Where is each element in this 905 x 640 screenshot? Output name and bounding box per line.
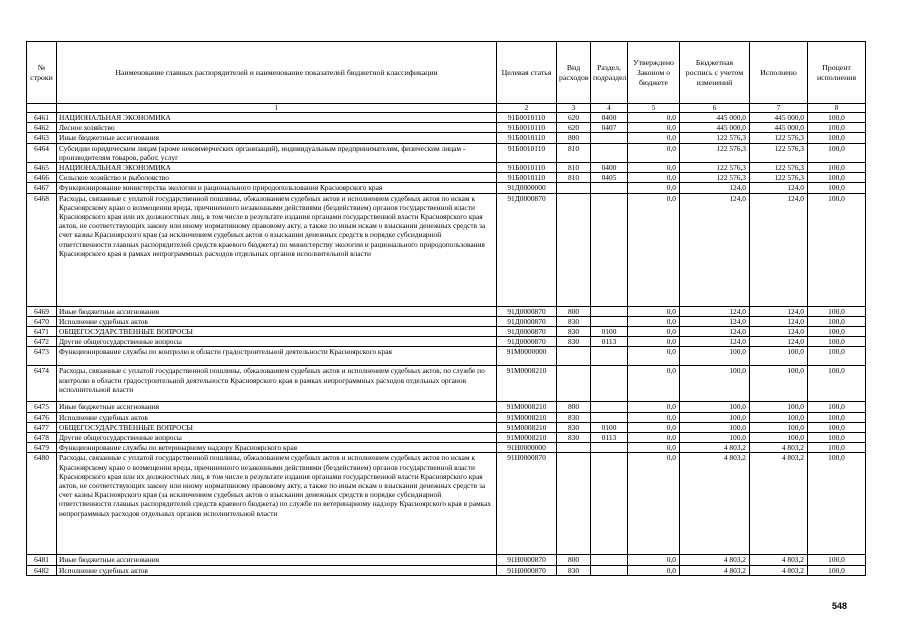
column-number: 2 <box>497 104 557 113</box>
row-budget: 100,0 <box>680 366 750 402</box>
header-approved: Утверждено Законом о бюджете <box>628 42 680 104</box>
row-number: 6482 <box>27 565 57 575</box>
row-target-article: 91М0008210 <box>497 366 557 402</box>
row-expense-kind: 810 <box>557 173 591 183</box>
row-executed: 122 576,3 <box>750 173 808 183</box>
row-name: Исполнение судебных актов <box>57 412 497 422</box>
table-row <box>27 555 866 565</box>
row-approved: 0,0 <box>628 123 680 133</box>
row-approved: 0,0 <box>628 143 680 162</box>
row-number: 6465 <box>27 163 57 173</box>
budget-execution-table <box>26 41 866 576</box>
row-number: 6473 <box>27 347 57 366</box>
row-expense-kind: 810 <box>557 143 591 162</box>
row-name: Иные бюджетные ассигнования <box>57 402 497 412</box>
row-budget: 124,0 <box>680 327 750 337</box>
row-section <box>591 453 628 555</box>
row-budget: 100,0 <box>680 412 750 422</box>
row-executed: 100,0 <box>750 422 808 432</box>
row-number: 6466 <box>27 173 57 183</box>
row-number: 6463 <box>27 133 57 143</box>
row-target-article: 91Д0000000 <box>497 183 557 193</box>
table-row <box>27 433 866 443</box>
table-row <box>27 337 866 347</box>
row-executed: 124,0 <box>750 316 808 326</box>
table-row <box>27 443 866 453</box>
row-section <box>591 412 628 422</box>
header-expense-kind: Вид расходов <box>557 42 591 104</box>
row-approved: 0,0 <box>628 433 680 443</box>
row-number: 6461 <box>27 113 57 123</box>
row-budget: 445 000,0 <box>680 113 750 123</box>
row-target-article: 91М0008210 <box>497 422 557 432</box>
row-percent: 100,0 <box>808 143 866 162</box>
row-section <box>591 443 628 453</box>
header-budget-schedule: Бюджетная роспись с учетом изменений <box>680 42 750 104</box>
column-number: 3 <box>557 104 591 113</box>
row-target-article: 91Б0010110 <box>497 113 557 123</box>
row-percent: 100,0 <box>808 327 866 337</box>
table-row <box>27 163 866 173</box>
row-name: Сельское хозяйство и рыболовство <box>57 173 497 183</box>
row-approved: 0,0 <box>628 306 680 316</box>
header-target-article: Целевая статья <box>497 42 557 104</box>
header-percent: Процент исполнения <box>808 42 866 104</box>
row-percent: 100,0 <box>808 347 866 366</box>
row-expense-kind: 830 <box>557 337 591 347</box>
row-budget: 124,0 <box>680 306 750 316</box>
row-expense-kind: 800 <box>557 402 591 412</box>
row-target-article: 91М0008210 <box>497 433 557 443</box>
table-row <box>27 193 866 306</box>
row-name: ОБЩЕГОСУДАРСТВЕННЫЕ ВОПРОСЫ <box>57 422 497 432</box>
row-name: Иные бюджетные ассигнования <box>57 555 497 565</box>
row-number: 6469 <box>27 306 57 316</box>
row-budget: 122 576,3 <box>680 133 750 143</box>
row-budget: 122 576,3 <box>680 143 750 162</box>
row-number: 6471 <box>27 327 57 337</box>
row-name: Функционирование министерства экологии и рационального природопользования Красноярского края <box>57 183 497 193</box>
row-section <box>591 306 628 316</box>
row-name: Исполнение судебных актов <box>57 316 497 326</box>
row-section <box>591 133 628 143</box>
row-target-article: 91М0008210 <box>497 402 557 412</box>
header-executed: Исполнено <box>750 42 808 104</box>
row-target-article: 91Б0010110 <box>497 133 557 143</box>
budget-report-sheet <box>26 41 866 576</box>
row-budget: 100,0 <box>680 422 750 432</box>
row-expense-kind <box>557 366 591 402</box>
row-percent: 100,0 <box>808 133 866 143</box>
row-number: 6470 <box>27 316 57 326</box>
table-row <box>27 133 866 143</box>
row-executed: 122 576,3 <box>750 163 808 173</box>
row-name: НАЦИОНАЛЬНАЯ ЭКОНОМИКА <box>57 163 497 173</box>
table-row <box>27 565 866 575</box>
row-budget: 122 576,3 <box>680 163 750 173</box>
row-percent: 100,0 <box>808 163 866 173</box>
row-approved: 0,0 <box>628 163 680 173</box>
row-approved: 0,0 <box>628 555 680 565</box>
row-section: 0113 <box>591 433 628 443</box>
row-percent: 100,0 <box>808 402 866 412</box>
row-section: 0400 <box>591 163 628 173</box>
column-number: 7 <box>750 104 808 113</box>
table-body <box>27 113 866 576</box>
row-budget: 124,0 <box>680 193 750 306</box>
table-row <box>27 453 866 555</box>
row-number: 6472 <box>27 337 57 347</box>
row-percent: 100,0 <box>808 306 866 316</box>
row-budget: 4 803,2 <box>680 443 750 453</box>
row-percent: 100,0 <box>808 555 866 565</box>
row-executed: 445 000,0 <box>750 123 808 133</box>
row-target-article: 91Н0000870 <box>497 565 557 575</box>
row-target-article: 91М0008210 <box>497 412 557 422</box>
row-target-article: 91Д0000870 <box>497 306 557 316</box>
row-budget: 122 576,3 <box>680 173 750 183</box>
row-section: 0100 <box>591 327 628 337</box>
row-name: Субсидии юридическим лицам (кроме некоммерческих организаций), индивидуальным предпринимателям, физическим лицам - производителям товаров, работ, услуг <box>57 143 497 162</box>
row-budget: 124,0 <box>680 316 750 326</box>
row-target-article: 91Б0010110 <box>497 123 557 133</box>
row-section: 0113 <box>591 337 628 347</box>
row-executed: 122 576,3 <box>750 133 808 143</box>
row-budget: 100,0 <box>680 347 750 366</box>
row-name: Функционирование службы по контролю в области градостроительной деятельности Красноярского края <box>57 347 497 366</box>
row-approved: 0,0 <box>628 193 680 306</box>
row-section: 0100 <box>591 422 628 432</box>
row-budget: 4 803,2 <box>680 565 750 575</box>
row-name: Расходы, связанные с уплатой государственной пошлины, обжалованием судебных актов и исполнением судебных актов, по службе по контролю в области градостроительной деятельности Красноярского края в рамках непрограммных расходов отдельных органов исполнительной власти <box>57 366 497 402</box>
row-approved: 0,0 <box>628 173 680 183</box>
row-target-article: 91Б0010110 <box>497 163 557 173</box>
row-percent: 100,0 <box>808 183 866 193</box>
row-expense-kind <box>557 347 591 366</box>
row-number: 6481 <box>27 555 57 565</box>
row-budget: 4 803,2 <box>680 555 750 565</box>
column-number: 1 <box>57 104 497 113</box>
row-executed: 4 803,2 <box>750 443 808 453</box>
column-number: 8 <box>808 104 866 113</box>
row-expense-kind <box>557 453 591 555</box>
row-expense-kind: 830 <box>557 422 591 432</box>
row-name: Другие общегосударственные вопросы <box>57 433 497 443</box>
table-row <box>27 306 866 316</box>
row-name: Другие общегосударственные вопросы <box>57 337 497 347</box>
row-expense-kind: 800 <box>557 133 591 143</box>
row-expense-kind: 830 <box>557 327 591 337</box>
table-row <box>27 123 866 133</box>
row-number: 6468 <box>27 193 57 306</box>
row-expense-kind: 830 <box>557 412 591 422</box>
row-number: 6474 <box>27 366 57 402</box>
row-approved: 0,0 <box>628 347 680 366</box>
row-target-article: 91Д0000870 <box>497 193 557 306</box>
row-number: 6467 <box>27 183 57 193</box>
row-executed: 124,0 <box>750 327 808 337</box>
row-approved: 0,0 <box>628 412 680 422</box>
row-executed: 4 803,2 <box>750 555 808 565</box>
row-name: Иные бюджетные ассигнования <box>57 306 497 316</box>
row-budget: 4 803,2 <box>680 453 750 555</box>
row-expense-kind: 620 <box>557 113 591 123</box>
row-section <box>591 347 628 366</box>
row-section: 0405 <box>591 173 628 183</box>
row-executed: 100,0 <box>750 433 808 443</box>
row-target-article: 91Б0010110 <box>497 143 557 162</box>
row-approved: 0,0 <box>628 337 680 347</box>
row-budget: 445 000,0 <box>680 123 750 133</box>
row-approved: 0,0 <box>628 183 680 193</box>
row-executed: 445 000,0 <box>750 113 808 123</box>
row-number: 6476 <box>27 412 57 422</box>
row-budget: 124,0 <box>680 183 750 193</box>
row-name: Расходы, связанные с уплатой государственной пошлины, обжалованием судебных актов и исполнением судебных актов по искам к Красноярскому краю о возмещении вреда, причиненного незаконными действиями (бездействием) органов государственной власти Красноярского края или их должностных лиц, в том числе в результате издания органами государственной власти Красноярского края актов, не соответствующих закону или иному нормативному правовому акту, а также по иным искам о взыскании денежных средств за счет казны Красноярского края (за исключением судебных актов о взыскании денежных средств в порядке субсидиарной ответственности главных распорядителей средств краевого бюджета) по службе по ветеринарному надзору Красноярского края в рамках непрограммных расходов отдельных органов исполнительной власти <box>57 453 497 555</box>
row-section <box>591 555 628 565</box>
row-target-article: 91Н0000000 <box>497 443 557 453</box>
row-percent: 100,0 <box>808 565 866 575</box>
row-expense-kind <box>557 443 591 453</box>
row-executed: 124,0 <box>750 306 808 316</box>
row-percent: 100,0 <box>808 433 866 443</box>
row-approved: 0,0 <box>628 565 680 575</box>
table-row <box>27 316 866 326</box>
row-name: Функционирование службы по ветеринарному надзору Красноярского края <box>57 443 497 453</box>
column-number: 5 <box>628 104 680 113</box>
column-number-row <box>27 104 866 113</box>
row-executed: 4 803,2 <box>750 453 808 555</box>
row-expense-kind <box>557 183 591 193</box>
row-target-article: 91Б0010110 <box>497 173 557 183</box>
row-expense-kind <box>557 193 591 306</box>
row-executed: 100,0 <box>750 366 808 402</box>
row-expense-kind: 620 <box>557 123 591 133</box>
row-section <box>591 565 628 575</box>
row-executed: 4 803,2 <box>750 565 808 575</box>
header-row-number: № строки <box>27 42 57 104</box>
row-name: Лесное хозяйство <box>57 123 497 133</box>
row-executed: 124,0 <box>750 337 808 347</box>
table-row <box>27 347 866 366</box>
row-approved: 0,0 <box>628 113 680 123</box>
row-target-article: 91Д0000870 <box>497 327 557 337</box>
table-header-row <box>27 42 866 104</box>
row-percent: 100,0 <box>808 173 866 183</box>
row-number: 6479 <box>27 443 57 453</box>
row-percent: 100,0 <box>808 113 866 123</box>
row-section <box>591 193 628 306</box>
row-percent: 100,0 <box>808 443 866 453</box>
row-percent: 100,0 <box>808 193 866 306</box>
row-section <box>591 366 628 402</box>
row-percent: 100,0 <box>808 316 866 326</box>
row-name: Иные бюджетные ассигнования <box>57 133 497 143</box>
row-budget: 124,0 <box>680 337 750 347</box>
row-percent: 100,0 <box>808 366 866 402</box>
row-target-article: 91Д0000870 <box>497 316 557 326</box>
row-approved: 0,0 <box>628 453 680 555</box>
row-section: 0400 <box>591 113 628 123</box>
row-percent: 100,0 <box>808 337 866 347</box>
table-row <box>27 327 866 337</box>
row-budget: 100,0 <box>680 433 750 443</box>
row-number: 6480 <box>27 453 57 555</box>
column-number <box>27 104 57 113</box>
row-section <box>591 183 628 193</box>
row-percent: 100,0 <box>808 123 866 133</box>
row-executed: 124,0 <box>750 193 808 306</box>
row-expense-kind: 800 <box>557 555 591 565</box>
row-executed: 124,0 <box>750 183 808 193</box>
table-row <box>27 183 866 193</box>
row-number: 6477 <box>27 422 57 432</box>
row-name: Исполнение судебных актов <box>57 565 497 575</box>
row-expense-kind: 830 <box>557 316 591 326</box>
row-expense-kind: 830 <box>557 433 591 443</box>
table-row <box>27 412 866 422</box>
table-row <box>27 173 866 183</box>
row-percent: 100,0 <box>808 412 866 422</box>
row-executed: 100,0 <box>750 402 808 412</box>
row-section <box>591 402 628 412</box>
row-target-article: 91М0000000 <box>497 347 557 366</box>
row-number: 6464 <box>27 143 57 162</box>
row-number: 6475 <box>27 402 57 412</box>
row-approved: 0,0 <box>628 443 680 453</box>
header-section: Раздел, подраздел <box>591 42 628 104</box>
header-name: Наименование главных распорядителей и наименование показателей бюджетной классификации <box>57 42 497 104</box>
table-row <box>27 366 866 402</box>
column-number: 4 <box>591 104 628 113</box>
row-expense-kind: 830 <box>557 565 591 575</box>
row-target-article: 91Д0000870 <box>497 337 557 347</box>
column-number: 6 <box>680 104 750 113</box>
row-expense-kind: 800 <box>557 306 591 316</box>
row-approved: 0,0 <box>628 316 680 326</box>
row-section <box>591 143 628 162</box>
row-name: Расходы, связанные с уплатой государственной пошлины, обжалованием судебных актов и исполнением судебных актов по искам к Красноярскому краю о возмещении вреда, причиненного незаконными действиями (бездействием) органов государственной власти Красноярского края или их должностных лиц, в том числе в результате издания органами государственной власти Красноярского края актов, не соответствующих закону или иному нормативному правовому акту, а также по иным искам о взыскании денежных средств за счет казны Красноярского края (за исключением судебных актов о взыскании денежных средств в порядке субсидиарной ответственности главных распорядителей средств краевого бюджета) по министерству экологии и рационального природопользования Красноярского края в рамках непрограммных расходов отдельных органов исполнительной власти <box>57 193 497 306</box>
row-percent: 100,0 <box>808 453 866 555</box>
row-executed: 100,0 <box>750 347 808 366</box>
row-section: 0407 <box>591 123 628 133</box>
row-executed: 122 576,3 <box>750 143 808 162</box>
page-number: 548 <box>832 601 848 611</box>
row-name: НАЦИОНАЛЬНАЯ ЭКОНОМИКА <box>57 113 497 123</box>
row-approved: 0,0 <box>628 402 680 412</box>
table-row <box>27 422 866 432</box>
row-approved: 0,0 <box>628 133 680 143</box>
row-name: ОБЩЕГОСУДАРСТВЕННЫЕ ВОПРОСЫ <box>57 327 497 337</box>
row-expense-kind: 810 <box>557 163 591 173</box>
row-target-article: 91Н0000870 <box>497 555 557 565</box>
table-row <box>27 143 866 162</box>
row-approved: 0,0 <box>628 422 680 432</box>
row-budget: 100,0 <box>680 402 750 412</box>
table-row <box>27 113 866 123</box>
table-row <box>27 402 866 412</box>
row-number: 6462 <box>27 123 57 133</box>
row-number: 6478 <box>27 433 57 443</box>
row-section <box>591 316 628 326</box>
row-percent: 100,0 <box>808 422 866 432</box>
row-approved: 0,0 <box>628 327 680 337</box>
row-executed: 100,0 <box>750 412 808 422</box>
row-target-article: 91Н0000870 <box>497 453 557 555</box>
row-approved: 0,0 <box>628 366 680 402</box>
